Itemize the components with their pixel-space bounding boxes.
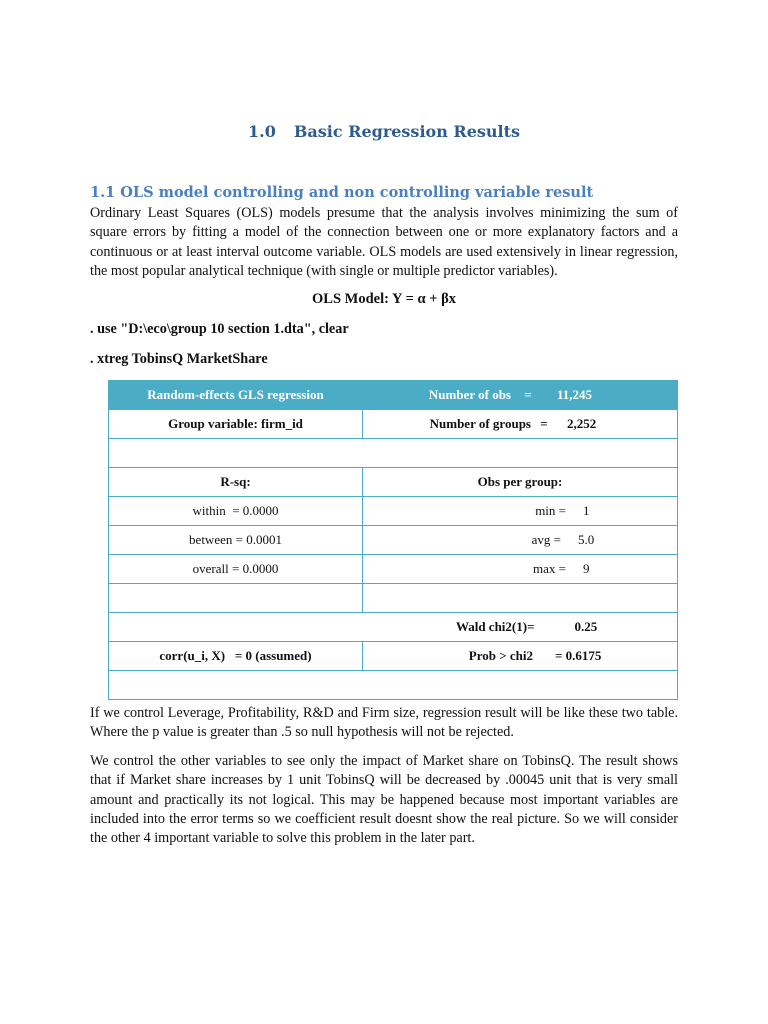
obs-per-group-label: Obs per group: bbox=[363, 468, 678, 497]
regression-table bbox=[108, 380, 678, 700]
table-row bbox=[109, 613, 678, 642]
table-row bbox=[109, 526, 678, 555]
table-title: Random-effects GLS regression bbox=[109, 381, 363, 410]
table-row bbox=[109, 642, 678, 671]
rsq-between: between = 0.0001 bbox=[109, 526, 363, 555]
section-title: Basic Regression Results bbox=[293, 122, 520, 141]
ols-equation: OLS Model: Y = α + βx bbox=[312, 291, 456, 307]
subsection-heading: 1.1 OLS model controlling and non controlling variable result bbox=[90, 184, 594, 201]
empty-cell bbox=[363, 584, 678, 613]
table-row bbox=[109, 555, 678, 584]
table-row bbox=[109, 497, 678, 526]
wald-cell: Wald chi2(1)= 0.25 bbox=[363, 613, 678, 642]
stata-command-use: . use "D:\eco\group 10 section 1.dta", clear bbox=[90, 321, 349, 337]
table-row bbox=[109, 439, 678, 468]
max-cell: max = 9 bbox=[363, 555, 678, 584]
paragraph-control-variables: If we control Leverage, Profitability, R&D and Firm size, regression result will be like these two table. Where the p value is greater than .5 so null hypothesis will not be rejected. bbox=[90, 705, 678, 741]
rsq-label: R-sq: bbox=[109, 468, 363, 497]
prob-cell: Prob > chi2 = 0.6175 bbox=[363, 642, 678, 671]
table-row bbox=[109, 584, 678, 613]
rsq-within: within = 0.0000 bbox=[109, 497, 363, 526]
empty-cell bbox=[109, 584, 363, 613]
corr-cell: corr(u_i, X) = 0 (assumed) bbox=[109, 642, 363, 671]
min-cell: min = 1 bbox=[363, 497, 678, 526]
avg-cell: avg = 5.0 bbox=[363, 526, 678, 555]
rsq-overall: overall = 0.0000 bbox=[109, 555, 363, 584]
nobs-cell: Number of obs = 11,245 bbox=[363, 381, 678, 410]
paragraph-interpretation: We control the other variables to see only the impact of Market share on TobinsQ. The result shows that if Market share increases by 1 unit TobinsQ will be decreased by .00045 unit that is very small amount and practically its not logical. This may be happened because most important variables are included into the error terms so we coefficient result doesnt show the real picture. So we will consider the other 4 important variable to solve this problem in the later part. bbox=[90, 753, 678, 847]
group-variable-cell: Group variable: firm_id bbox=[109, 410, 363, 439]
table-row bbox=[109, 381, 678, 410]
stata-command-xtreg: . xtreg TobinsQ MarketShare bbox=[90, 351, 268, 367]
empty-cell bbox=[109, 671, 678, 700]
ngroups-cell: Number of groups = 2,252 bbox=[363, 410, 678, 439]
table-row bbox=[109, 410, 678, 439]
intro-paragraph: Ordinary Least Squares (OLS) models presume that the analysis involves minimizing the sum of square errors by fitting a model of the connection between one or more explanatory factors and a continuous or at least interval outcome variable. OLS models are used extensively in linear regression, the most popular analytical technique (with single or multiple predictor variables). bbox=[90, 205, 678, 279]
empty-cell bbox=[109, 439, 678, 468]
table-row bbox=[109, 468, 678, 497]
section-number: 1.0 bbox=[248, 122, 276, 141]
table-row bbox=[109, 671, 678, 700]
section-heading bbox=[0, 122, 768, 141]
empty-cell bbox=[109, 613, 363, 642]
